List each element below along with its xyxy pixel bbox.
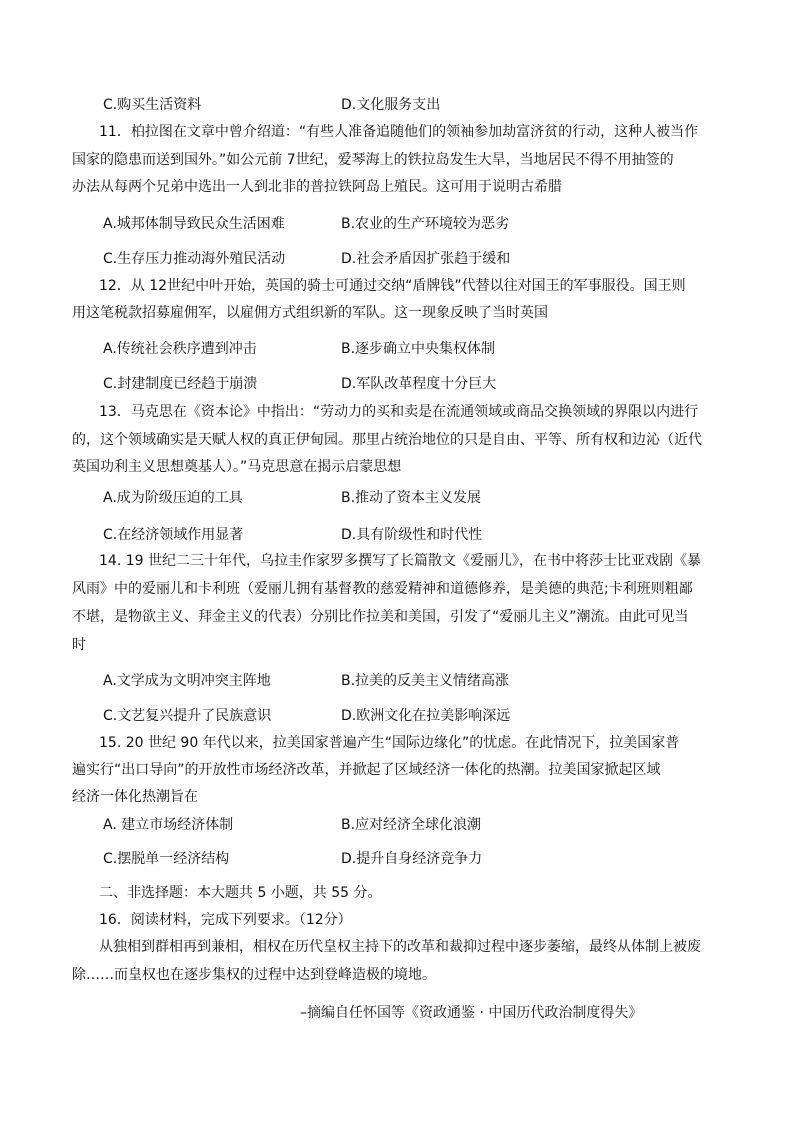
q10-option-d: D.文化服务支出	[341, 97, 441, 113]
q13-option-a: A.成为阶级压迫的工具	[103, 490, 243, 506]
q16-material-line-1: 从独相到群相再到兼相，相权在历代皇权主持下的改革和裁抑过程中逐步萎缩，最终从体制上被废	[99, 939, 701, 955]
q13-stem-line-2: 的，这个领域确实是天赋人权的真正伊甸园。那里占统治地位的只是自由、平等、所有权和边沁（近代	[72, 432, 702, 448]
q13-stem-line-3: 英国功利主义思想奠基人）。”马克思意在揭示启蒙思想	[72, 459, 402, 475]
q14-option-b: B.拉美的反美主义情绪高涨	[341, 673, 510, 689]
q13-option-d: D.具有阶级性和时代性	[341, 527, 483, 543]
q11-option-d: D.社会矛盾因扩张趋于缓和	[341, 251, 511, 267]
q15-option-b: B.应对经济全球化浪潮	[341, 817, 482, 833]
q11-option-c: C.生存压力推动海外殖民活动	[103, 251, 286, 267]
q14-stem-line-1: 14. 19 世纪二三十年代，乌拉圭作家罗多撰写了长篇散文《爱丽儿》，在书中将莎士比亚戏剧《暴	[99, 553, 701, 569]
q14-stem-line-2: 风雨》中的爱丽儿和卡利班（爱丽儿拥有基督教的慈爱精神和道德修养，是美德的典范;卡利班则粗鄙	[72, 581, 693, 597]
q16-title: 16．阅读材料，完成下列要求。（12分）	[99, 912, 352, 928]
q14-option-d: D.欧洲文化在拉美影响深远	[341, 708, 511, 724]
q14-stem-line-3: 不堪，是物欲主义、拜金主义的代表）分别比作拉美和美国，引发了“爱丽儿主义”潮流。由此可见当	[72, 609, 689, 625]
q16-source: –摘编自任怀国等《资政通鉴 · 中国历代政治制度得失》	[300, 1005, 643, 1021]
q15-stem-line-1: 15. 20 世纪 90 年代以来，拉美国家普遍产生“国际边缘化”的忧虑。在此情况下，拉美国家普	[99, 735, 680, 751]
q12-option-c: C.封建制度已经趋于崩溃	[103, 376, 258, 392]
q11-stem-line-3: 办法从每两个兄弟中选出一人到北非的普拉铁阿岛上殖民。这可用于说明古希腊	[72, 179, 562, 195]
q14-option-c: C.文艺复兴提升了民族意识	[103, 708, 272, 724]
q15-option-c: C.摆脱单一经济结构	[103, 851, 230, 867]
q12-stem-line-1: 12．从 12世纪中叶开始，英国的骑士可通过交纳“盾牌钱”代替以往对国王的军事服役。国王则	[99, 278, 686, 294]
q14-stem-line-4: 时	[72, 637, 86, 653]
q15-option-d: D.提升自身经济竞争力	[341, 851, 483, 867]
q11-option-a: A.城邦体制导致民众生活困难	[103, 216, 285, 232]
q14-option-a: A.文学成为文明冲突主阵地	[103, 673, 271, 689]
q16-material-line-2: 除……而皇权也在逐步集权的过程中达到登峰造极的境地。	[72, 967, 436, 983]
q12-stem-line-2: 用这笔税款招募雇佣军，以雇佣方式组织新的军队。这一现象反映了当时英国	[72, 305, 548, 321]
q13-option-c: C.在经济领域作用显著	[103, 527, 244, 543]
q13-option-b: B.推动了资本主义发展	[341, 490, 482, 506]
q13-stem-line-1: 13．马克思在《资本论》中指出：“劳动力的买和卖是在流通领域或商品交换领域的界限以内进行	[99, 404, 699, 420]
q15-stem-line-3: 经济一体化热潮旨在	[72, 789, 198, 805]
q11-option-b: B.农业的生产环境较为恶劣	[341, 216, 510, 232]
q11-stem-line-1: 11．柏拉图在文章中曾介绍道：“有些人准备追随他们的领袖参加劫富济贫的行动，这种人被当作	[99, 124, 699, 140]
q10-option-c: C.购买生活资料	[103, 97, 202, 113]
q15-stem-line-2: 遍实行“出口导向”的开放性市场经济改革，并掀起了区域经济一体化的热潮。拉美国家掀起区域	[72, 762, 661, 778]
q12-option-a: A.传统社会秩序遭到冲击	[103, 341, 257, 357]
q15-option-a: A. 建立市场经济体制	[103, 817, 234, 833]
section-2-heading: 二、非选择题：本大题共 5 小题，共 55 分。	[99, 885, 382, 901]
q11-stem-line-2: 国家的隐患而送到国外。”如公元前 7世纪，爱琴海上的铁拉岛发生大旱，当地居民不得不用抽签的	[72, 152, 674, 168]
q12-option-d: D.军队改革程度十分巨大	[341, 376, 497, 392]
q12-option-b: B.逐步确立中央集权体制	[341, 341, 496, 357]
